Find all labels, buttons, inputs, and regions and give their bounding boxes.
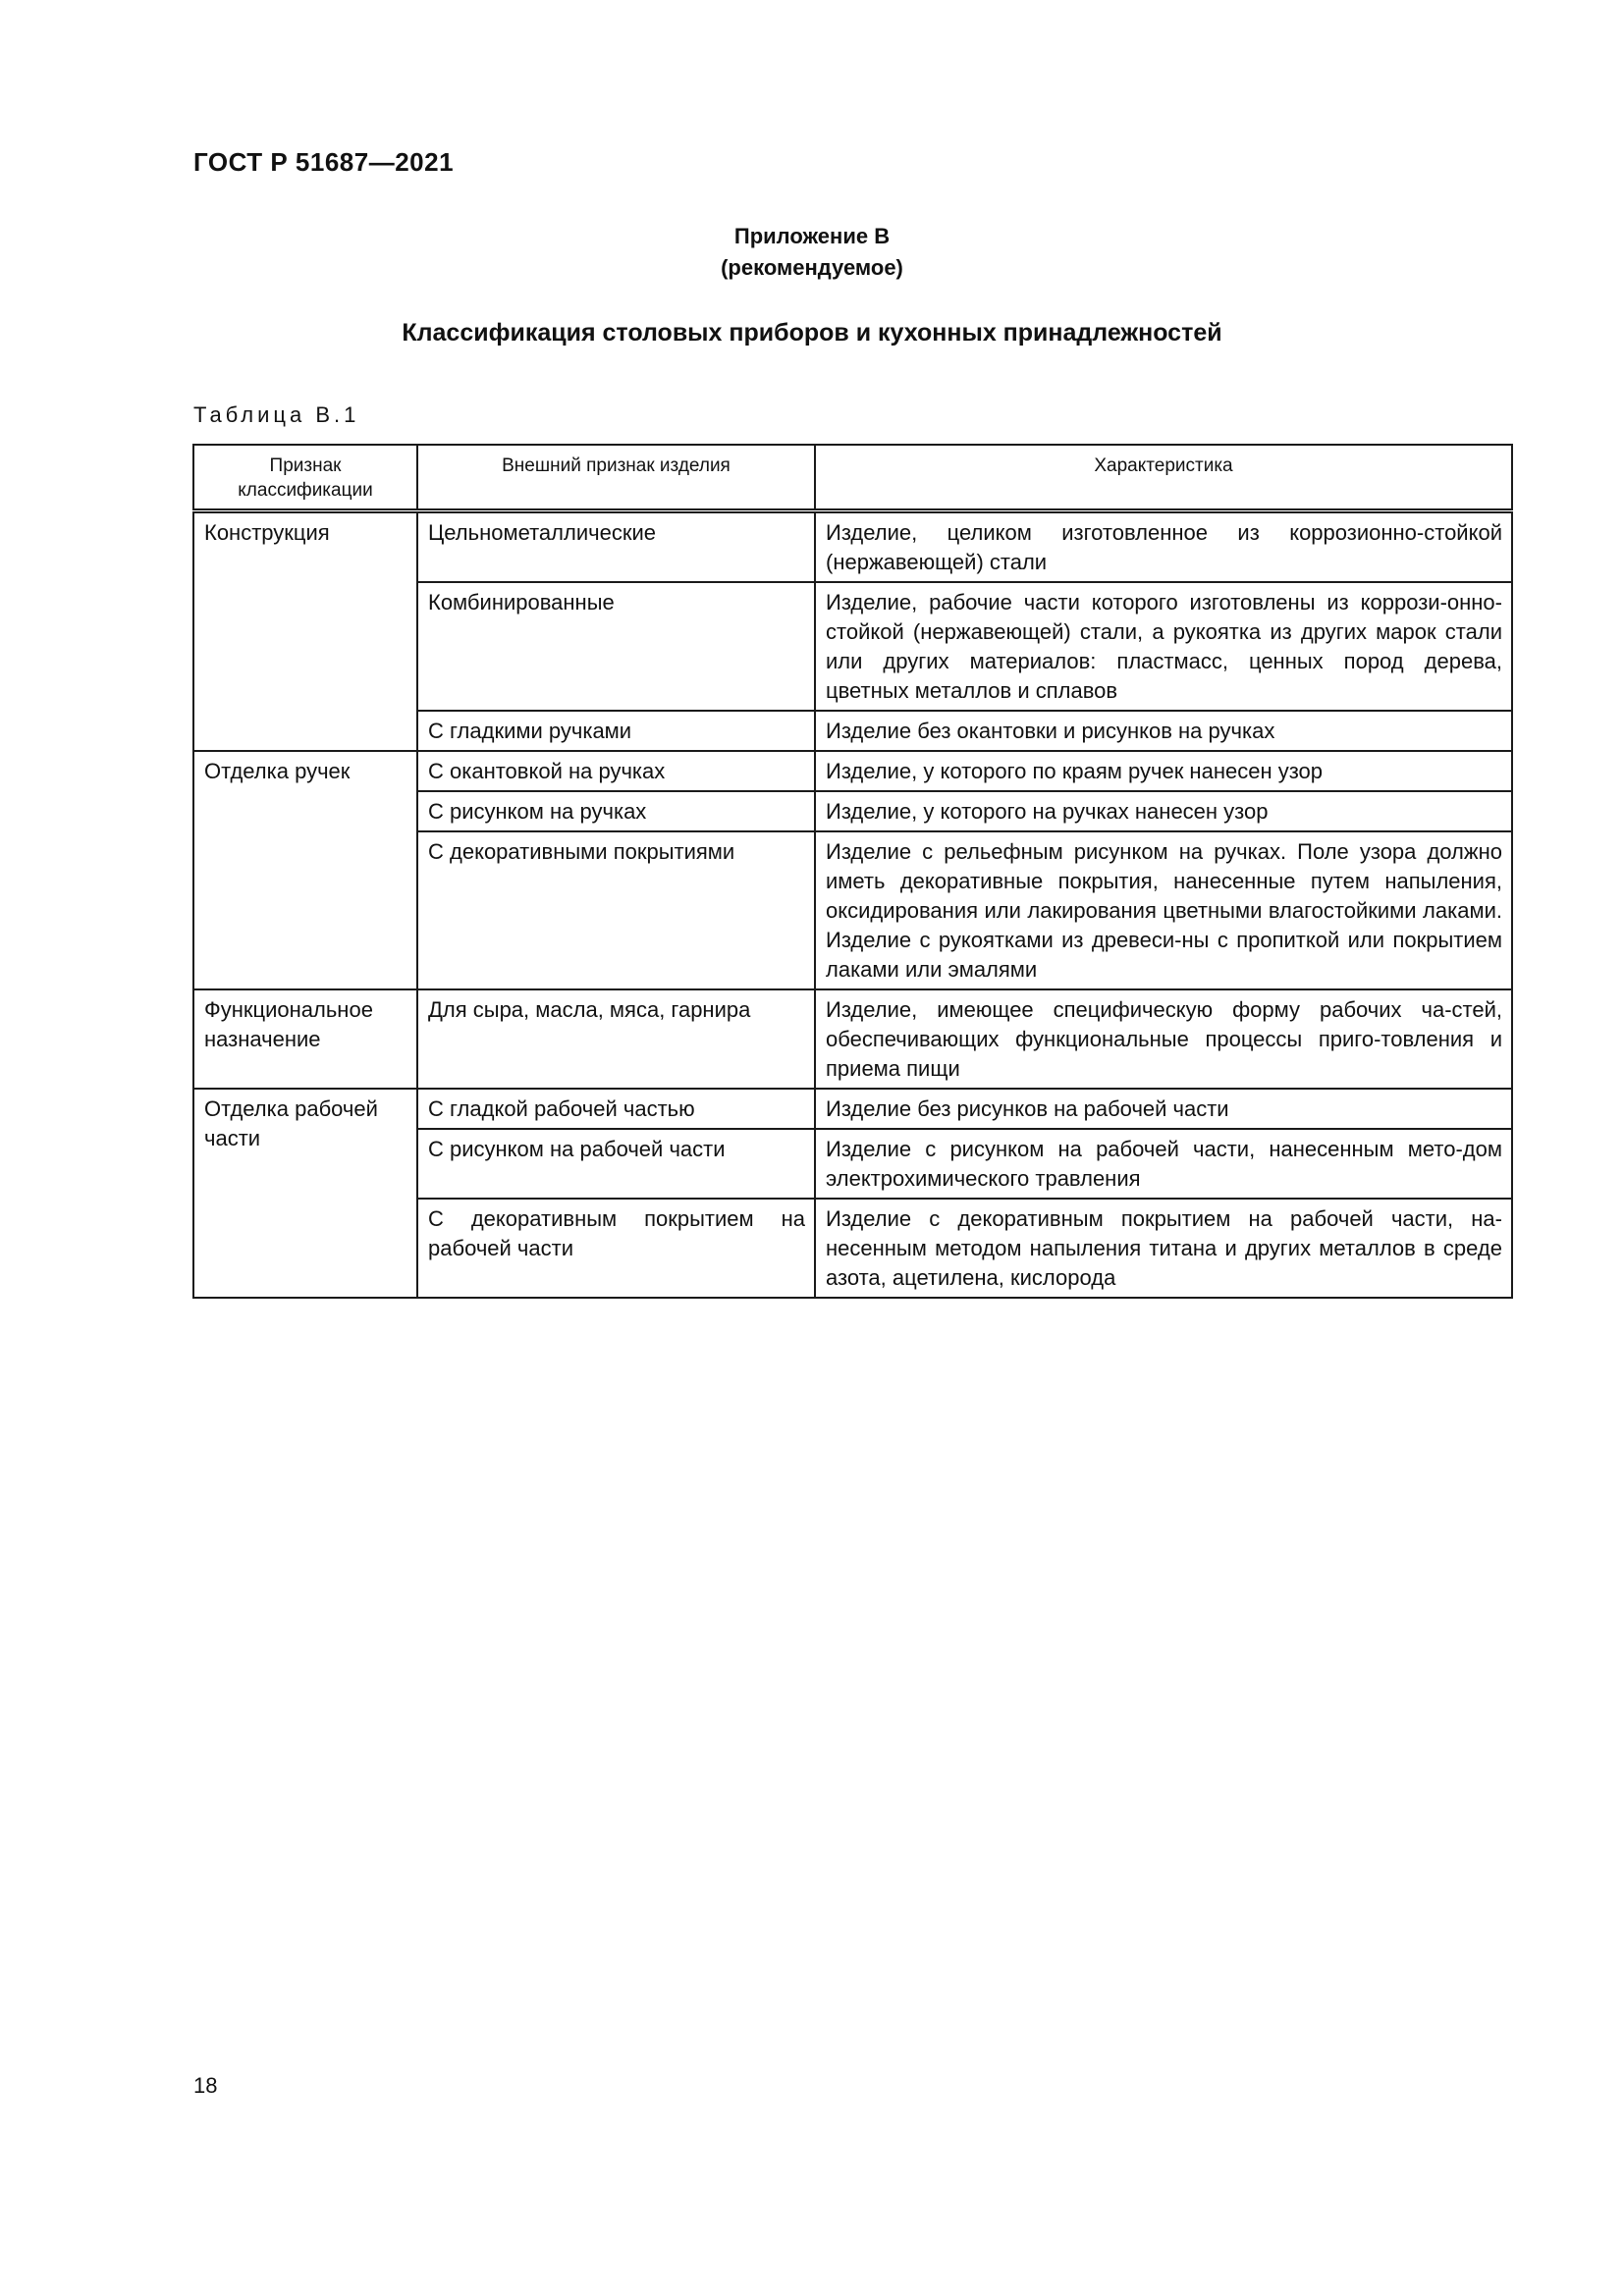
group-cell: Отделка ручек [193,751,417,989]
table-header-row [193,445,1512,511]
group-cell: Отделка рабочей части [193,1089,417,1298]
feature-cell: С декоративным покрытием на рабочей части [417,1199,815,1298]
feature-cell: С рисунком на ручках [417,791,815,831]
table-caption: Таблица В.1 [193,402,360,427]
description-cell: Изделие без рисунков на рабочей части [815,1089,1512,1129]
feature-cell: С гладкой рабочей частью [417,1089,815,1129]
description-cell: Изделие, целиком изготовленное из коррозионно-стойкой (нержавеющей) стали [815,511,1512,583]
description-cell: Изделие, имеющее специфическую форму рабочих ча-стей, обеспечивающих функциональные процессы приго-товления и приема пищи [815,989,1512,1089]
group-cell: Конструкция [193,511,417,752]
description-cell: Изделие с рисунком на рабочей части, нанесенным мето-дом электрохимического травления [815,1129,1512,1199]
appendix-title: Приложение В [733,224,891,248]
feature-cell: С окантовкой на ручках [417,751,815,791]
description-cell: Изделие, рабочие части которого изготовлены из коррози-онно-стойкой (нержавеющей) стали, а рукоятка из других марок стали или других материалов: пластмасс, ценных пород дерева, цветных металлов и сплавов [815,582,1512,711]
description-cell: Изделие с рельефным рисунком на ручках. Поле узора должно иметь декоративные покрытия, нанесенные путем напыления, оксидирования или лакирования цветными влагостойкими лаками. Изделие с рукоятками из древеси-ны с пропиткой или покрытием лаками или эмалями [815,831,1512,989]
description-cell: Изделие без окантовки и рисунков на ручках [815,711,1512,751]
table-row [193,511,1512,583]
description-cell: Изделие, у которого по краям ручек нанесен узор [815,751,1512,791]
description-cell: Изделие, у которого на ручках нанесен узор [815,791,1512,831]
feature-cell: Для сыра, масла, мяса, гарнира [417,989,815,1089]
appendix-status: (рекомендуемое) [721,255,903,280]
document-code: ГОСТ Р 51687—2021 [193,147,455,177]
table-row [193,751,1512,791]
classification-table [192,444,1513,1299]
feature-cell: Цельнометаллические [417,511,815,583]
feature-cell: С гладкими ручками [417,711,815,751]
feature-cell: С рисунком на рабочей части [417,1129,815,1199]
feature-cell: Комбинированные [417,582,815,711]
column-header-feature: Внешний признак изделия [417,445,815,511]
classification-table-wrapper [192,444,1511,1299]
table-row [193,989,1512,1089]
feature-cell: С декоративными покрытиями [417,831,815,989]
section-title: Классификация столовых приборов и кухонных принадлежностей [402,319,1222,347]
table-row [193,1089,1512,1129]
group-cell: Функциональное назначение [193,989,417,1089]
page-number: 18 [193,2073,218,2098]
column-header-classification: Признак классификации [193,445,417,511]
column-header-description: Характеристика [815,445,1512,511]
description-cell: Изделие с декоративным покрытием на рабочей части, на-несенным методом напыления титана и других металлов в среде азота, ацетилена, кислорода [815,1199,1512,1298]
